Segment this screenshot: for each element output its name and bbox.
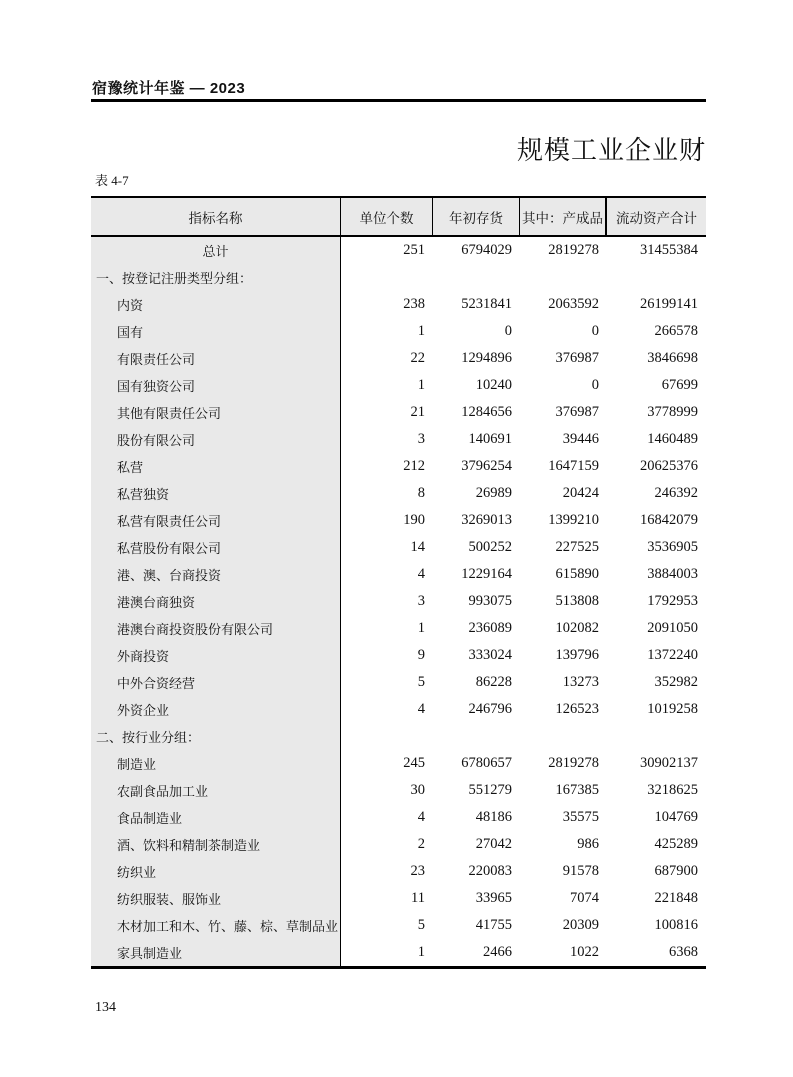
row-value-cell: 33965: [475, 890, 512, 906]
row-value-cell: 266578: [654, 323, 698, 339]
row-value-cell: 8: [417, 485, 425, 501]
table-body: [91, 237, 706, 966]
row-value-cell: 227525: [555, 539, 599, 555]
row-value-cell: 14: [410, 539, 425, 555]
row-value-cell: 4: [417, 701, 425, 717]
running-header: 宿豫统计年鉴 — 2023: [92, 80, 246, 97]
table-row: [91, 372, 706, 399]
row-value-cell: 20424: [562, 485, 599, 501]
row-value-cell: 10240: [475, 377, 512, 393]
row-indicator-name: 一、按登记注册类型分组：: [91, 264, 341, 291]
row-value-cell: 1372240: [647, 647, 698, 663]
row-value-cell: 245: [403, 755, 425, 771]
table-row: [91, 912, 706, 939]
row-value-cell: 513808: [555, 593, 599, 609]
row-value-cell: 6794029: [461, 242, 512, 258]
row-value-cell: 1792953: [647, 593, 698, 609]
table-row: [91, 723, 706, 750]
column-header-unit-count: 单位个数: [341, 198, 433, 235]
row-value-cell: 3: [417, 431, 425, 447]
row-value-cell: 238: [403, 296, 425, 312]
row-value-cell: 190: [403, 512, 425, 528]
row-value-cell: [433, 264, 520, 291]
row-indicator-name: 中外合资经营: [91, 669, 341, 696]
row-value-cell: 1294896: [461, 350, 512, 366]
row-value-cell: 27042: [475, 836, 512, 852]
column-header-indicator-name: 指标名称: [91, 198, 341, 235]
row-value-cell: 21: [410, 404, 425, 420]
row-value-cell: 20309: [562, 917, 599, 933]
row-value-cell: [520, 264, 607, 291]
row-value-cell: 3536905: [647, 539, 698, 555]
table-row: [91, 858, 706, 885]
column-header-current-assets-total: 流动资产合计: [616, 210, 697, 226]
row-indicator-name: 食品制造业: [91, 804, 341, 831]
row-indicator-name: 家具制造业: [91, 939, 341, 966]
row-value-cell: 6368: [669, 944, 698, 960]
table-row: [91, 237, 706, 264]
row-value-cell: [433, 723, 520, 750]
table-row: [91, 615, 706, 642]
row-value-cell: 1460489: [647, 431, 698, 447]
row-value-cell: 126523: [555, 701, 599, 717]
row-value-cell: 3796254: [461, 458, 512, 474]
row-value-cell: 7074: [570, 890, 599, 906]
row-value-cell: 251: [403, 242, 425, 258]
row-value-cell: 1019258: [647, 701, 698, 717]
row-indicator-name: 私营有限责任公司: [91, 507, 341, 534]
row-value-cell: 1399210: [548, 512, 599, 528]
row-indicator-name: 私营股份有限公司: [91, 534, 341, 561]
row-indicator-name: 纺织业: [91, 858, 341, 885]
row-value-cell: 67699: [661, 377, 698, 393]
table-row: [91, 480, 706, 507]
row-value-cell: 2091050: [647, 620, 698, 636]
table-row: [91, 588, 706, 615]
row-value-cell: 3778999: [647, 404, 698, 420]
column-header-beginning-inventory: 年初存货: [433, 198, 520, 235]
row-value-cell: 1: [417, 323, 425, 339]
table-row: [91, 696, 706, 723]
row-value-cell: 26989: [475, 485, 512, 501]
row-value-cell: 104769: [654, 809, 698, 825]
table-row: [91, 264, 706, 291]
row-indicator-name: 港澳台商投资股份有限公司: [91, 615, 341, 642]
row-value-cell: [520, 723, 607, 750]
row-value-cell: 1: [417, 944, 425, 960]
table-row: [91, 804, 706, 831]
row-indicator-name: 有限责任公司: [91, 345, 341, 372]
row-value-cell: 2: [417, 836, 425, 852]
row-indicator-name: 其他有限责任公司: [91, 399, 341, 426]
row-indicator-name: 股份有限公司: [91, 426, 341, 453]
row-indicator-name: 二、按行业分组：: [91, 723, 341, 750]
row-value-cell: 11: [411, 890, 425, 906]
table-label: 表 4-7: [95, 173, 129, 188]
row-indicator-name: 私营: [91, 453, 341, 480]
table-header-row: [91, 198, 706, 237]
row-value-cell: 13273: [562, 674, 599, 690]
row-value-cell: 376987: [555, 350, 599, 366]
row-value-cell: 30: [410, 782, 425, 798]
table-row: [91, 669, 706, 696]
row-value-cell: 236089: [468, 620, 512, 636]
row-value-cell: 1647159: [548, 458, 599, 474]
row-value-cell: [607, 264, 706, 291]
table-row: [91, 345, 706, 372]
row-value-cell: 220083: [468, 863, 512, 879]
row-value-cell: 9: [417, 647, 425, 663]
row-value-cell: 246392: [654, 485, 698, 501]
row-value-cell: 3269013: [461, 512, 512, 528]
table-row: [91, 885, 706, 912]
row-value-cell: 39446: [562, 431, 599, 447]
header-rule: [91, 99, 706, 102]
row-indicator-name: 外商投资: [91, 642, 341, 669]
row-value-cell: 100816: [654, 917, 698, 933]
row-value-cell: 2819278: [548, 755, 599, 771]
row-value-cell: 352982: [654, 674, 698, 690]
row-indicator-name: 制造业: [91, 750, 341, 777]
row-value-cell: 20625376: [640, 458, 698, 474]
row-value-cell: 3218625: [647, 782, 698, 798]
row-value-cell: 615890: [555, 566, 599, 582]
row-value-cell: 1229164: [461, 566, 512, 582]
row-indicator-name: 国有独资公司: [91, 372, 341, 399]
row-value-cell: 31455384: [640, 242, 698, 258]
table-row: [91, 291, 706, 318]
row-value-cell: 2466: [483, 944, 512, 960]
table-row: [91, 939, 706, 966]
row-value-cell: 3846698: [647, 350, 698, 366]
row-value-cell: 140691: [468, 431, 512, 447]
table-row: [91, 642, 706, 669]
row-value-cell: [607, 723, 706, 750]
table-row: [91, 534, 706, 561]
table-row: [91, 399, 706, 426]
row-value-cell: 986: [577, 836, 599, 852]
row-value-cell: 2819278: [548, 242, 599, 258]
row-indicator-name: 总计: [91, 237, 341, 264]
row-value-cell: 167385: [555, 782, 599, 798]
row-value-cell: 551279: [468, 782, 512, 798]
row-value-cell: 376987: [555, 404, 599, 420]
page-number: 134: [95, 1000, 116, 1015]
row-indicator-name: 外资企业: [91, 696, 341, 723]
row-value-cell: 0: [504, 323, 512, 339]
row-value-cell: 102082: [555, 620, 599, 636]
row-value-cell: 1: [417, 377, 425, 393]
row-value-cell: 5: [417, 674, 425, 690]
row-value-cell: 221848: [654, 890, 698, 906]
row-value-cell: 48186: [475, 809, 512, 825]
row-value-cell: [341, 264, 433, 291]
row-indicator-name: 酒、饮料和精制茶制造业: [91, 831, 341, 858]
row-value-cell: 1284656: [461, 404, 512, 420]
table-row: [91, 318, 706, 345]
row-value-cell: 5: [417, 917, 425, 933]
row-indicator-name: 港澳台商独资: [91, 588, 341, 615]
table-row: [91, 831, 706, 858]
row-value-cell: 687900: [654, 863, 698, 879]
row-indicator-name: 国有: [91, 318, 341, 345]
row-value-cell: 1: [417, 620, 425, 636]
row-indicator-name: 农副食品加工业: [91, 777, 341, 804]
row-value-cell: 5231841: [461, 296, 512, 312]
row-value-cell: 26199141: [640, 296, 698, 312]
row-value-cell: 35575: [562, 809, 599, 825]
row-value-cell: 91578: [562, 863, 599, 879]
row-value-cell: 6780657: [461, 755, 512, 771]
table-row: [91, 561, 706, 588]
row-indicator-name: 港、澳、台商投资: [91, 561, 341, 588]
row-value-cell: 86228: [475, 674, 512, 690]
row-value-cell: 3884003: [647, 566, 698, 582]
row-value-cell: 0: [591, 323, 599, 339]
row-value-cell: 3: [417, 593, 425, 609]
row-indicator-name: 纺织服装、服饰业: [91, 885, 341, 912]
row-value-cell: 4: [417, 566, 425, 582]
table-row: [91, 777, 706, 804]
table-row: [91, 750, 706, 777]
column-header-finished-goods: 其中：产成品: [520, 198, 607, 235]
row-value-cell: 993075: [468, 593, 512, 609]
row-value-cell: 333024: [468, 647, 512, 663]
table-row: [91, 507, 706, 534]
row-value-cell: 0: [591, 377, 599, 393]
row-value-cell: 41755: [475, 917, 512, 933]
row-value-cell: 4: [417, 809, 425, 825]
row-indicator-name: 木材加工和木、竹、藤、棕、草制品业: [91, 912, 341, 939]
row-value-cell: 425289: [654, 836, 698, 852]
row-value-cell: 23: [410, 863, 425, 879]
table-row: [91, 453, 706, 480]
row-value-cell: 246796: [468, 701, 512, 717]
row-value-cell: 16842079: [640, 512, 698, 528]
table-row: [91, 426, 706, 453]
data-table: [91, 196, 706, 969]
page-title: 规模工业企业财: [516, 136, 706, 165]
row-value-cell: 30902137: [640, 755, 698, 771]
row-indicator-name: 私营独资: [91, 480, 341, 507]
row-value-cell: 1022: [570, 944, 599, 960]
row-indicator-name: 内资: [91, 291, 341, 318]
row-value-cell: 500252: [468, 539, 512, 555]
row-value-cell: 139796: [555, 647, 599, 663]
row-value-cell: [341, 723, 433, 750]
row-value-cell: 22: [410, 350, 425, 366]
row-value-cell: 212: [403, 458, 425, 474]
row-value-cell: 2063592: [548, 296, 599, 312]
